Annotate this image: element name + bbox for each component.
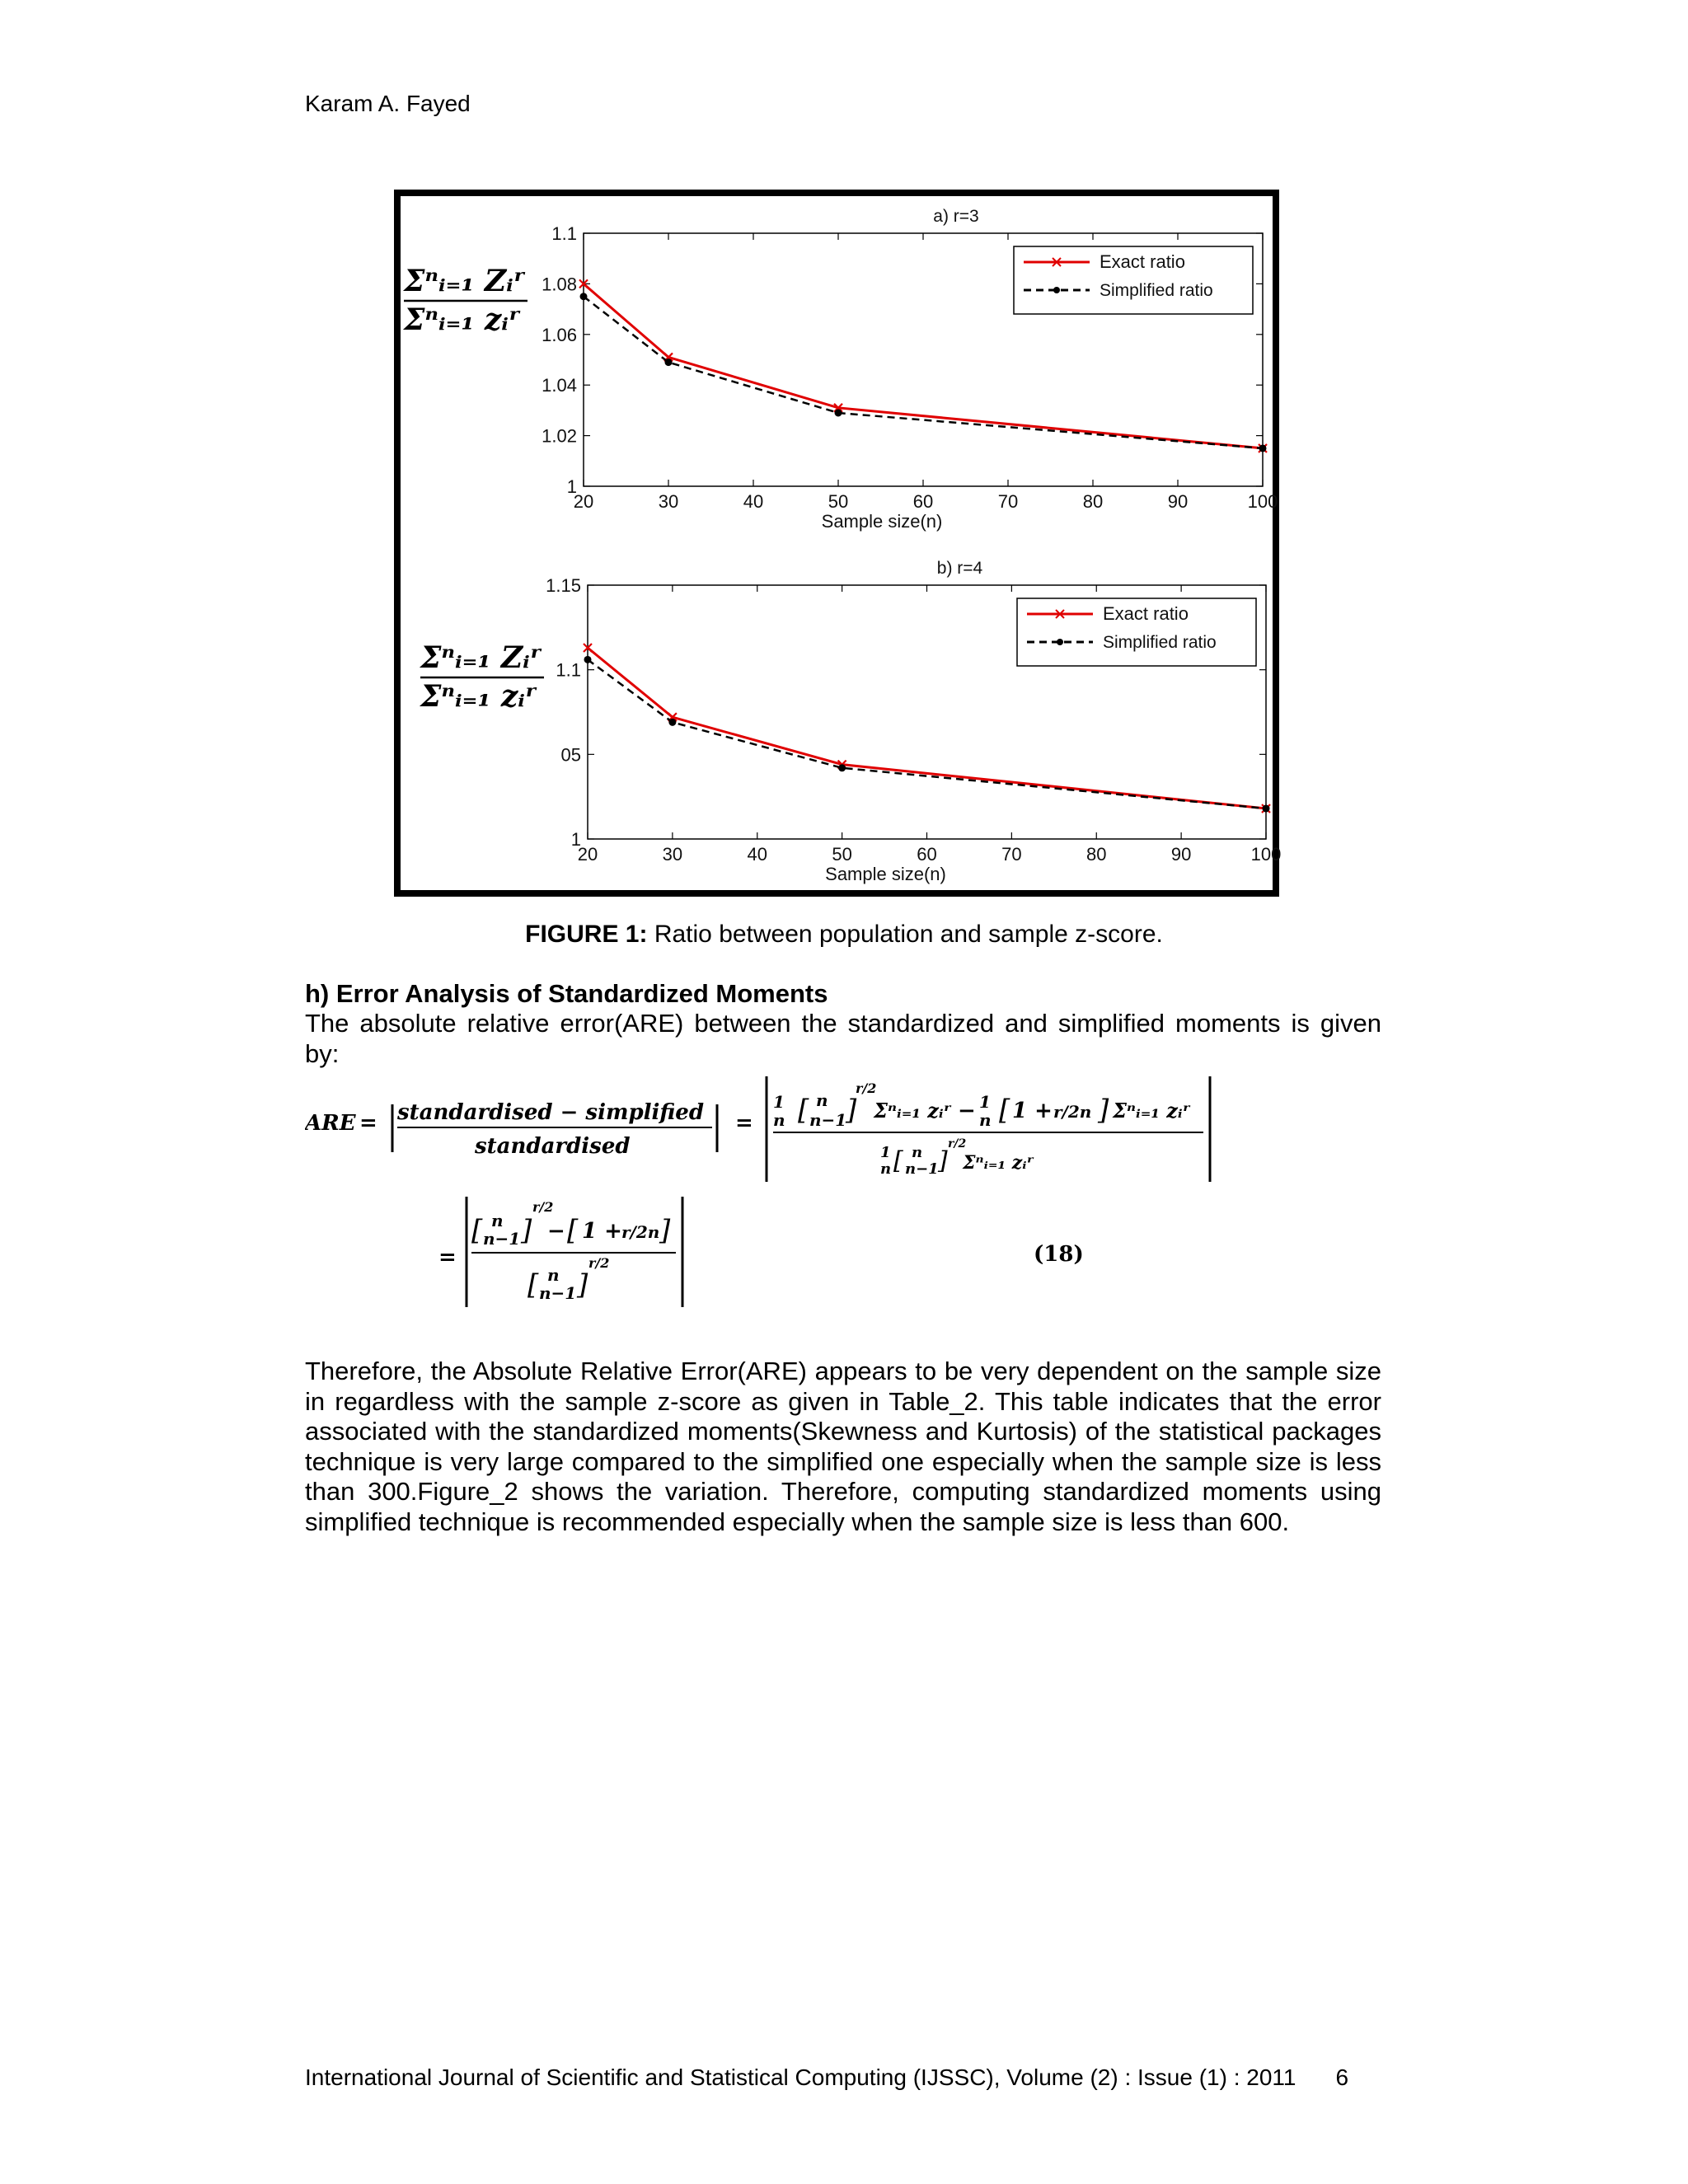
svg-text:Σⁿᵢ₌₁ zᵢʳ: Σⁿᵢ₌₁ zᵢʳ [963, 1152, 1034, 1174]
eq-lhs: ARE [305, 1111, 356, 1136]
svg-text:n−1: n−1 [539, 1283, 577, 1303]
svg-text:[: [ [893, 1146, 903, 1175]
equation-drawing [305, 1071, 1381, 1319]
panel-1-y-tick-label: 1.04 [542, 375, 577, 396]
panel-1-x-tick-label: 70 [997, 491, 1019, 512]
panel-1-ratio-formula [402, 264, 528, 337]
panel-2-x-tick-label: 70 [1001, 844, 1022, 865]
svg-text:r/2n: r/2n [1053, 1102, 1092, 1122]
eq-number: (18) [1034, 1242, 1084, 1267]
panel-2-x-tick-label: 80 [1086, 844, 1107, 865]
svg-text:n−1: n−1 [483, 1229, 521, 1249]
panel-2-series-2-point [1263, 805, 1270, 813]
panel-2-y-tick-label: 1 [570, 829, 581, 850]
figure-caption-text: Ratio between population and sample z-score. [647, 921, 1163, 948]
panel-2-y-tick-label: 1.1 [556, 659, 581, 681]
svg-text:n: n [547, 1265, 560, 1285]
equation-18 [305, 1071, 1381, 1319]
panel-1-series-2-point [665, 359, 673, 366]
panel-1-x-tick-label: 60 [912, 491, 934, 512]
svg-text:]: ] [521, 1214, 532, 1247]
panel-1-legend-marker [1053, 287, 1060, 293]
svg-text:1: 1 [773, 1092, 785, 1112]
panel-1-x-tick-label: 30 [658, 491, 679, 512]
svg-text:r/2: r/2 [856, 1080, 877, 1096]
figure-caption-label: FIGURE 1: [525, 921, 648, 948]
svg-text:n: n [773, 1110, 785, 1130]
svg-text:n: n [912, 1144, 923, 1161]
svg-text:]: ] [1098, 1094, 1109, 1127]
panel-1-x-tick-label: 100 [1247, 491, 1278, 512]
panel-2-y-tick-label: 05 [560, 744, 581, 766]
eq-den-1: standardised [475, 1134, 631, 1159]
panel-2-x-tick-label: 50 [832, 844, 852, 865]
panel-1-series-2-point [835, 409, 842, 416]
svg-text:1: 1 [979, 1092, 991, 1112]
panel-1-y-tick-label: 1.1 [551, 223, 577, 244]
svg-text:Σⁿᵢ₌₁ zᵢʳ: Σⁿᵢ₌₁ zᵢʳ [420, 679, 537, 714]
panel-1-series-2-point [1259, 444, 1267, 452]
panel-2-title: b) r=4 [936, 559, 983, 578]
eq-num-1: standardised − simplified [397, 1100, 705, 1125]
panel-1-y-tick-label: 1 [566, 476, 577, 497]
panel-2-legend-label: Exact ratio [1103, 603, 1189, 624]
panel-2-x-tick-label: 100 [1250, 844, 1282, 865]
panel-2-series-2-point [668, 719, 676, 726]
svg-text:n−1: n−1 [905, 1160, 939, 1178]
svg-text:[: [ [528, 1268, 539, 1301]
svg-text:r/2n: r/2n [621, 1222, 660, 1242]
svg-text:]: ] [577, 1268, 588, 1301]
page-number: 6 [1335, 2064, 1349, 2090]
panel-1-x-axis-label: Sample size(n) [821, 511, 943, 532]
panel-2-series-1-line [588, 648, 1266, 808]
eq-equals-1: = [359, 1111, 377, 1136]
svg-text:Σⁿᵢ₌₁ zᵢʳ: Σⁿᵢ₌₁ zᵢʳ [874, 1099, 952, 1122]
svg-text:n: n [880, 1160, 892, 1178]
panel-1-x-tick-label: 20 [573, 491, 594, 512]
running-header: Karam A. Fayed [305, 91, 471, 116]
svg-text:1: 1 [880, 1144, 891, 1161]
footer-journal: International Journal of Scientific and Statistical Computing (IJSSC), Volume (2) : Issue (1) : 2011 [305, 2064, 1296, 2090]
figure-caption [0, 921, 1688, 949]
svg-text:r/2: r/2 [588, 1255, 610, 1271]
panel-1-x-tick-label: 80 [1082, 491, 1104, 512]
svg-text:[: [ [567, 1214, 579, 1247]
svg-text:Σⁿᵢ₌₁ zᵢʳ: Σⁿᵢ₌₁ zᵢʳ [1113, 1099, 1191, 1122]
panel-2-x-tick-label: 40 [747, 844, 767, 865]
svg-text:]: ] [846, 1094, 857, 1127]
svg-text:Σⁿᵢ₌₁ Zᵢʳ: Σⁿᵢ₌₁ Zᵢʳ [404, 264, 526, 298]
panel-1-x-tick-label: 90 [1167, 491, 1189, 512]
svg-text:Σⁿᵢ₌₁ zᵢʳ: Σⁿᵢ₌₁ zᵢʳ [404, 302, 521, 337]
panel-2-x-tick-label: 60 [917, 844, 937, 865]
svg-text:[: [ [798, 1094, 809, 1127]
svg-text:r/2: r/2 [532, 1199, 554, 1215]
panel-1-y-tick-label: 1.06 [542, 324, 577, 345]
eq-equals-2: = [735, 1111, 753, 1136]
intro-paragraph: The absolute relative error(ARE) between the standardized and simplified moments is given by: [305, 1009, 1381, 1068]
panel-2-series-2-point [838, 764, 846, 771]
svg-text:Σⁿᵢ₌₁ Zᵢʳ: Σⁿᵢ₌₁ Zᵢʳ [420, 640, 542, 675]
svg-text:r/2: r/2 [948, 1137, 967, 1151]
panel-2-legend-label: Simplified ratio [1103, 633, 1217, 652]
svg-text:]: ] [938, 1146, 948, 1175]
svg-text:n: n [816, 1090, 828, 1110]
svg-text:−: − [958, 1099, 976, 1123]
panel-1-legend-label: Simplified ratio [1100, 281, 1213, 300]
panel-2-x-tick-label: 20 [577, 844, 598, 865]
panel-1-y-tick-label: 1.08 [542, 274, 577, 295]
page-footer [305, 2064, 1348, 2091]
figure-1 [394, 190, 1282, 897]
panel-2-x-tick-label: 30 [662, 844, 683, 865]
panel-2-x-axis-label: Sample size(n) [825, 864, 946, 884]
panel-1-title: a) r=3 [933, 207, 979, 226]
eq-equals-3: = [438, 1245, 457, 1270]
svg-text:n−1: n−1 [809, 1110, 847, 1130]
svg-text:[: [ [999, 1094, 1010, 1127]
panel-1-legend-label: Exact ratio [1100, 251, 1185, 272]
svg-text:1 +: 1 + [582, 1219, 622, 1244]
section-heading: h) Error Analysis of Standardized Moments [305, 979, 828, 1008]
panel-1-x-tick-label: 50 [828, 491, 849, 512]
svg-text:[: [ [471, 1214, 483, 1247]
panel-2-series-2-line [588, 659, 1266, 808]
panel-2-legend-marker [1057, 639, 1063, 645]
panel-2-x-tick-label: 90 [1170, 844, 1192, 865]
svg-text:1 +: 1 + [1012, 1099, 1053, 1123]
svg-text:]: ] [659, 1214, 671, 1247]
panel-1-x-tick-label: 40 [743, 491, 764, 512]
panel-1-series-2-point [580, 293, 588, 300]
svg-text:n: n [979, 1110, 992, 1130]
svg-text:−: − [547, 1219, 565, 1244]
panel-2-y-tick-label: 1.15 [546, 575, 581, 596]
panel-1-y-tick-label: 1.02 [542, 425, 577, 447]
panel-2-series-2-point [584, 656, 592, 663]
panel-1-series-2-line [584, 297, 1263, 448]
figure-1-plots [401, 196, 1286, 903]
body-paragraph: Therefore, the Absolute Relative Error(ARE) appears to be very dependent on the sample size in regardless with the sample z-score as given in Table_2. This table indicates that the error associated with the standardized moments(Skewness and Kurtosis) of the statistical packages technique is very large compared to the simplified one especially when the sample size is less than 300.Figure_2 shows the variation. Therefore, computing standardized moments using simplified technique is recommended especially when the sample size is less than 600. [305, 1357, 1381, 1536]
panel-2-ratio-formula [419, 640, 544, 714]
svg-text:n: n [491, 1211, 504, 1230]
